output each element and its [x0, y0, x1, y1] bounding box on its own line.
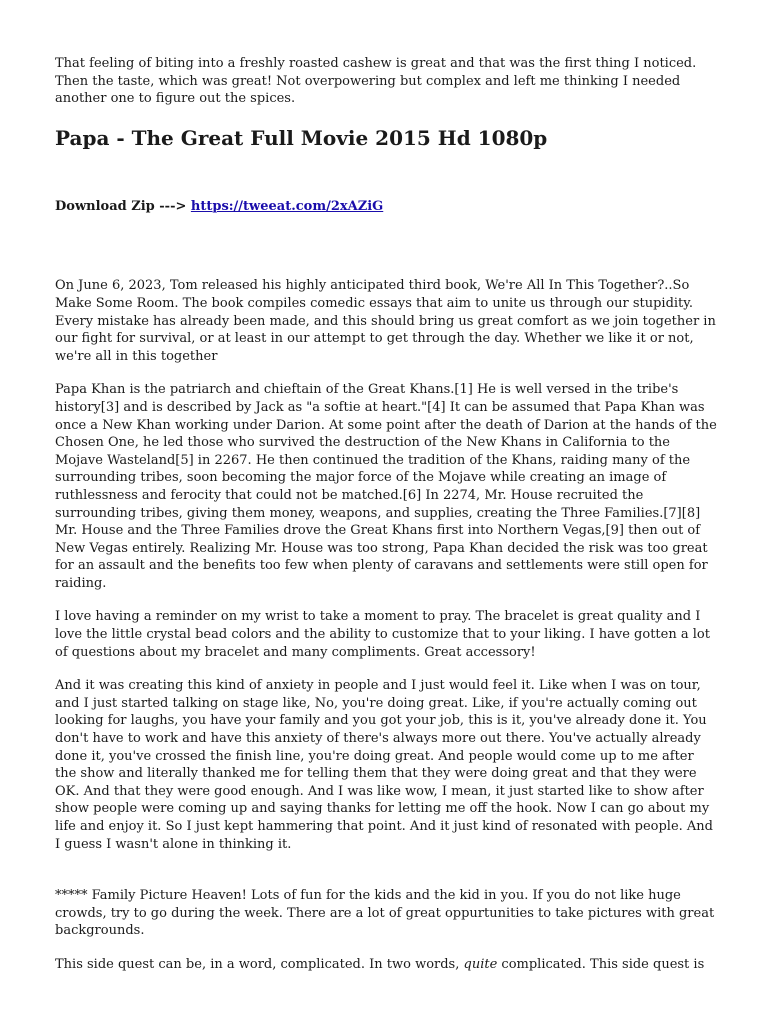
side-quest-emphasis: quite [463, 956, 498, 972]
intro-paragraph: That feeling of biting into a freshly roasted cashew is great and that was the first thing I noticed. Then the taste, which was great! Not overpowering but complex and left me thinking I needed another one to figure out the spices. [55, 56, 697, 107]
document-page [55, 55, 717, 990]
download-line [55, 198, 717, 216]
download-link[interactable]: https://tweeat.com/2xAZiG [190, 198, 384, 214]
paragraph-side-quest [55, 956, 717, 974]
download-label: Download Zip ---> [55, 198, 187, 214]
paragraph-anxiety: And it was creating this kind of anxiety in people and I just would feel it. Like when I was on tour, and I just started talking on stage like, No, you're doing great. Like, if you're actually coming out looking for laughs, you have your family and you got your job, this is it, you've already done it. You don't have to work and have this anxiety of there's always more out there. You've actually already done it, you've crossed the finish line, you're doing great. And people would come up to me after the show and literally thanked me for telling them that they were doing great and that they were OK. And that they were good enough. And I was like wow, I mean, it just started like to show after show people were coming up and saying thanks for letting me off the hook. Now I can go about my life and enjoy it. So I just kept hammering that point. And it just kind of resonated with people. And I guess I wasn't alone in thinking it. [55, 678, 713, 852]
paragraph-papa-khan: Papa Khan is the patriarch and chieftain of the Great Khans.[1] He is well versed in the tribe's history[3] and is described by Jack as "a softie at heart."[4] It can be assumed that Papa Khan was once a New Khan working under Darion. At some point after the death of Darion at the hands of the Chosen One, he led those who survived the destruction of the New Khans in California to the Mojave Wasteland[5] in 2267. He then continued the tradition of the Khans, raiding many of the surrounding tribes, soon becoming the major force of the Mojave while creating an image of ruthlessness and ferocity that could not be matched.[6] In 2274, Mr. House recruited the surrounding tribes, giving them money, weapons, and supplies, creating the Three Families.[7][8] Mr. House and the Three Families drove the Great Khans first into Northern Vegas,[9] then out of New Vegas entirely. Realizing Mr. House was too strong, Papa Khan decided the risk was too great for an assault and the benefits too few when plenty of caravans and settlements were still open for raiding. [55, 382, 717, 591]
page-title: Papa - The Great Full Movie 2015 Hd 1080p [55, 125, 548, 150]
paragraph-bracelet: I love having a reminder on my wrist to take a moment to pray. The bracelet is great quality and I love the little crystal bead colors and the ability to customize that to your liking. I have gotten a lot of questions about my bracelet and many compliments. Great accessory! [55, 609, 710, 660]
side-quest-text-2: complicated. This side quest is [497, 956, 705, 972]
side-quest-text-1: This side quest can be, in a word, complicated. In two words, [55, 956, 464, 972]
paragraph-family-picture: ***** Family Picture Heaven! Lots of fun for the kids and the kid in you. If you do not like huge crowds, try to go during the week. There are a lot of great oppurtunities to take pictures with great backgrounds. [55, 888, 715, 939]
paragraph-book-release: On June 6, 2023, Tom released his highly anticipated third book, We're All In This Together?..So Make Some Room. The book compiles comedic essays that aim to unite us through our stupidity. Every mistake has already been made, and this should bring us great comfort as we join together in our fight for survival, or at least in our attempt to get through the day. Whether we like it or not, we're all in this together [55, 278, 716, 364]
